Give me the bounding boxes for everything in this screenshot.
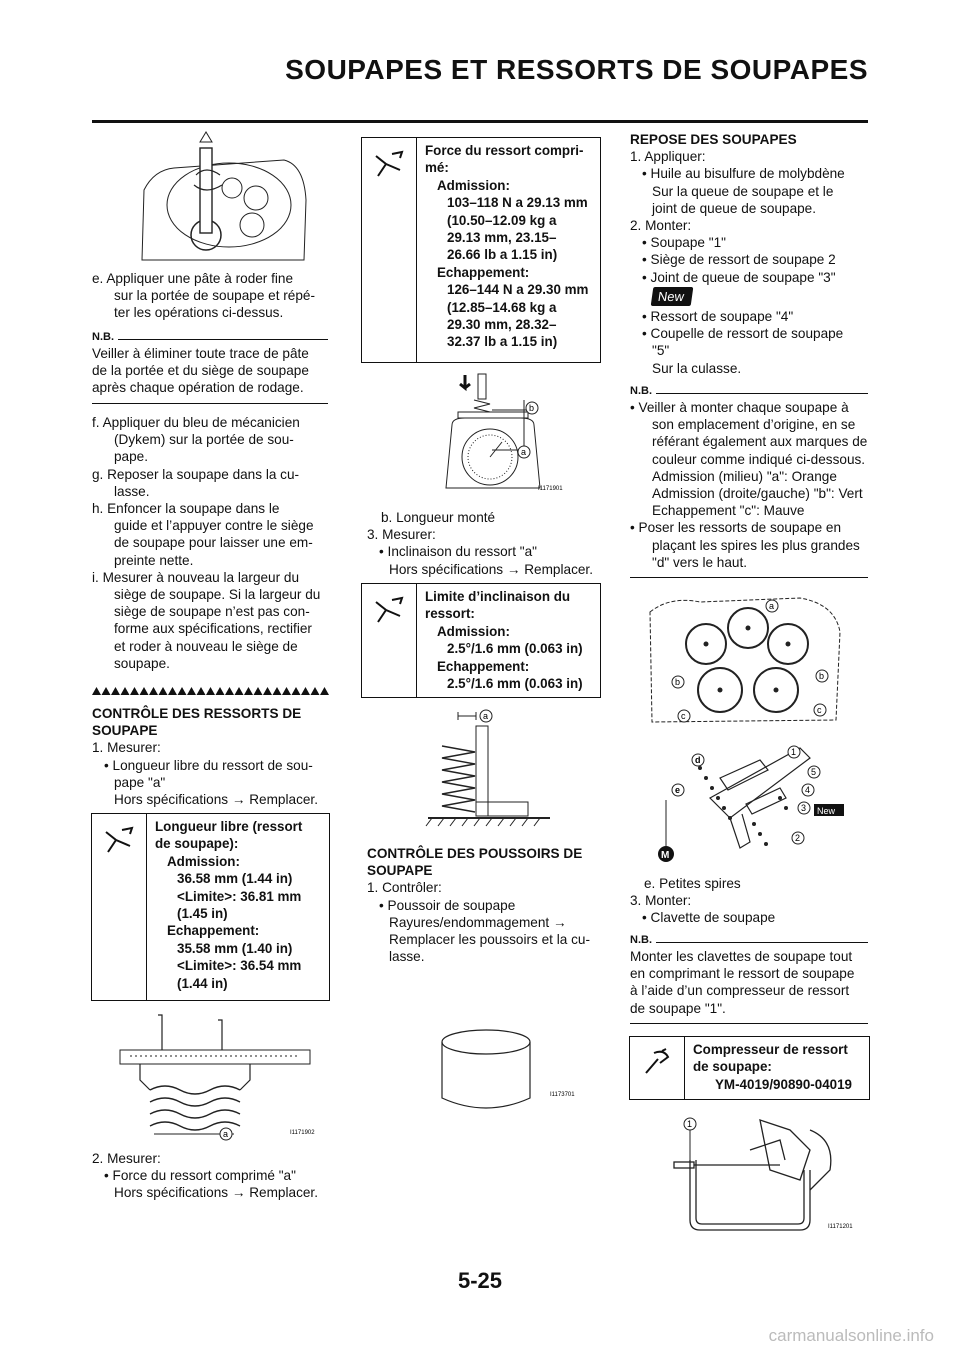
figure-code: I1171901 xyxy=(538,486,563,492)
text-line: 1. Appliquer: xyxy=(630,149,706,165)
text-line: • Soupape "1" xyxy=(642,235,726,251)
page-title: SOUPAPES ET RESSORTS DE SOUPAPES xyxy=(285,54,868,85)
text-line: son emplacement d’origine, en se xyxy=(652,417,856,433)
section-title: SOUPAPE xyxy=(92,723,158,739)
text-line: après chaque opération de rodage. xyxy=(92,380,304,396)
spec-line: Force du ressort compri- xyxy=(425,143,584,158)
text-line: f. Appliquer du bleu de mécanicien xyxy=(92,415,300,430)
figure-valve-assembly-exploded xyxy=(650,738,850,873)
text-line: Rayures/endommagement → xyxy=(389,914,567,930)
figure-valve-spring-compressor xyxy=(660,1110,860,1240)
spec-line: 29.30 mm, 28.32– xyxy=(447,317,557,333)
spec-line: Limite d’inclinaison du xyxy=(425,589,571,604)
text-line: 2. Mesurer: xyxy=(92,1151,161,1166)
section-title: REPOSE DES SOUPAPES xyxy=(630,132,797,147)
section-title: CONTRÔLE DES RESSORTS DE xyxy=(92,706,302,721)
spec-line: (1.44 in) xyxy=(177,975,228,991)
text-line: de la portée et du siège de soupape xyxy=(92,363,309,379)
page-number: 5-25 xyxy=(457,1268,503,1293)
section-valve-install xyxy=(630,131,845,377)
col2-steps-3 xyxy=(367,509,593,578)
text-line: ter les opérations ci-dessus. xyxy=(114,305,284,321)
callout-d: d xyxy=(695,755,701,765)
spec-line: ressort: xyxy=(425,606,475,622)
spec-line: Echappement: xyxy=(167,923,260,939)
text-line: siège de soupape n’est pas con- xyxy=(114,604,310,620)
text-line: guide et l’appuyer contre le siège xyxy=(114,518,314,534)
text-line: lasse. xyxy=(114,483,150,499)
text-line: Monter les clavettes de soupape tout xyxy=(630,949,853,964)
text-line: sur la portée de soupape et répé- xyxy=(114,288,316,304)
callout-e: e xyxy=(675,785,681,795)
wrench-caliper-icon xyxy=(362,584,417,697)
text-line: (Dykem) sur la portée de sou- xyxy=(114,432,294,448)
callout-a: a xyxy=(223,1129,229,1139)
text-line: Veiller à éliminer toute trace de pâte xyxy=(92,346,309,361)
text-line: preinte nette. xyxy=(114,552,194,568)
spec-line: 126–144 N a 29.30 mm xyxy=(447,282,589,298)
text-line: "d" vers le haut. xyxy=(652,554,748,570)
section-spring-check xyxy=(92,705,318,808)
spec-box-spring-tilt xyxy=(361,583,601,698)
text-line: g. Reposer la soupape dans la cu- xyxy=(92,466,300,482)
callout-a: a xyxy=(769,601,775,611)
figure-code: I1173701 xyxy=(550,1092,575,1098)
callout-a: a xyxy=(483,711,489,721)
text-line: Admission (milieu) "a": Orange xyxy=(652,468,837,484)
text-line: Admission (droite/gauche) "b": Vert xyxy=(652,486,863,502)
text-line: Hors spécifications → Remplacer. xyxy=(114,792,318,808)
text-line: 1. Contrôler: xyxy=(367,880,442,896)
spec-box-free-length xyxy=(91,813,330,1001)
text-line: • Inclinaison du ressort "a" xyxy=(379,544,537,560)
text-line: à l’aide d’un compresseur de ressort xyxy=(630,983,850,999)
text-line: • Clavette de soupape xyxy=(642,910,776,926)
section-title: CONTRÔLE DES POUSSOIRS DE xyxy=(367,846,583,861)
text-line: • Coupelle de ressort de soupape xyxy=(642,326,844,342)
callout-a: a xyxy=(521,447,527,457)
step-e xyxy=(92,270,315,322)
spec-box-compressed-force xyxy=(361,137,601,363)
spec-line: (12.85–14.68 kg a xyxy=(447,299,557,315)
tool-box-compressor xyxy=(629,1036,870,1100)
header-rule xyxy=(92,120,868,123)
wrench-caliper-icon xyxy=(92,814,147,1000)
text-line: pape "a" xyxy=(114,774,166,790)
spec-line: Compresseur de ressort xyxy=(693,1042,848,1057)
text-line: de soupape pour laisser une em- xyxy=(114,535,313,551)
callout-1: 1 xyxy=(791,747,797,757)
spec-line: 32.37 lb a 1.15 in) xyxy=(447,334,558,350)
text-line: i. Mesurer à nouveau la largeur du xyxy=(92,569,300,585)
spec-line: 29.13 mm, 23.15– xyxy=(447,230,557,246)
text-line: couleur comme indiqué ci-dessous. xyxy=(652,451,866,467)
note-block-3 xyxy=(630,934,868,1024)
text-line: Hors spécifications → Remplacer. xyxy=(389,561,593,577)
callout-b: b xyxy=(819,671,825,681)
text-line: e. Appliquer une pâte à roder fine xyxy=(92,271,294,286)
spec-line: Echappement: xyxy=(437,264,530,280)
figure-code: I1171902 xyxy=(290,1130,315,1136)
text-line: de soupape "1". xyxy=(630,1000,726,1016)
text-line: 3. Monter: xyxy=(630,893,692,909)
watermark: carmanualsonline.info xyxy=(768,1326,934,1345)
text-line: Sur la culasse. xyxy=(652,360,742,376)
nb-label: N.B. xyxy=(630,934,652,946)
spec-line: 26.66 lb a 1.15 in) xyxy=(447,247,558,263)
spec-line: <Limite>: 36.81 mm xyxy=(177,888,302,904)
text-line: forme aux spécifications, rectifier xyxy=(114,621,312,637)
text-line: • Ressort de soupape "4" xyxy=(642,309,794,325)
spec-line: 35.58 mm (1.40 in) xyxy=(177,940,293,956)
spec-line: de soupape): xyxy=(155,836,239,852)
spec-line: de soupape: xyxy=(693,1059,772,1075)
spec-line: 36.58 mm (1.44 in) xyxy=(177,871,293,887)
new-badge-small: New xyxy=(817,806,836,816)
spec-line: <Limite>: 36.54 mm xyxy=(177,958,302,974)
callout-4: 4 xyxy=(805,785,811,795)
spec-line: Admission: xyxy=(437,623,510,639)
text-line: • Poser les ressorts de soupape en xyxy=(630,520,842,536)
figure-valve-lifter xyxy=(420,1020,600,1120)
figure-caption: b. Longueur monté xyxy=(381,510,496,525)
figure-spring-force-scale xyxy=(440,370,580,500)
text-line: • Poussoir de soupape xyxy=(379,897,516,913)
callout-c: c xyxy=(681,711,686,721)
text-line: • Siège de ressort de soupape 2 xyxy=(642,252,836,268)
figure-valve-color-positions xyxy=(640,592,850,727)
spec-line: YM-4019/90890-04019 xyxy=(715,1076,852,1092)
text-line: siège de soupape. Si la largeur du xyxy=(114,587,321,603)
spec-line: mé: xyxy=(425,160,449,176)
section-title: SOUPAPE xyxy=(367,863,433,879)
nb-label: N.B. xyxy=(92,331,114,343)
text-line: h. Enfoncer la soupape dans le xyxy=(92,501,280,517)
text-line: plaçant les spires les plus grandes xyxy=(652,537,860,553)
text-line: joint de queue de soupape. xyxy=(652,200,817,216)
spec-line: Longueur libre (ressort xyxy=(155,819,303,834)
figure-valve-lapping xyxy=(134,130,314,265)
figure-free-length-caliper xyxy=(110,1010,330,1145)
spec-line: Admission: xyxy=(437,177,510,193)
text-line: • Veiller à monter chaque soupape à xyxy=(630,400,849,415)
text-line: 3. Mesurer: xyxy=(367,527,436,543)
nb-label: N.B. xyxy=(630,385,652,397)
callout-5: 5 xyxy=(811,767,817,777)
text-line: Hors spécifications → Remplacer. xyxy=(114,1185,318,1201)
text-line: • Joint de queue de soupape "3" xyxy=(642,269,836,285)
spec-line: (1.45 in) xyxy=(177,906,228,922)
text-line: lasse. xyxy=(389,949,425,965)
text-line: Sur la queue de soupape et le xyxy=(652,183,834,199)
figure-spring-tilt-square xyxy=(420,706,560,836)
callout-2: 2 xyxy=(795,833,801,843)
text-line: en comprimant le ressort de soupape xyxy=(630,966,855,982)
figure-caption: e. Petites spires xyxy=(644,876,741,891)
step-2-measure xyxy=(92,1150,318,1202)
spec-line: 2.5°/1.6 mm (0.063 in) xyxy=(447,641,583,657)
special-tool-icon xyxy=(630,1037,685,1099)
spec-line: 2.5°/1.6 mm (0.063 in) xyxy=(447,676,583,692)
step-3-install xyxy=(630,875,775,927)
new-badge: New xyxy=(651,287,694,306)
spec-line: Echappement: xyxy=(437,658,530,674)
text-line: et roder à nouveau le siège de xyxy=(114,638,298,654)
text-line: 1. Mesurer: xyxy=(92,740,161,756)
spec-line: (10.50–12.09 kg a xyxy=(447,212,557,228)
moly-oil-icon: M xyxy=(661,850,670,861)
text-line: • Longueur libre du ressort de sou- xyxy=(104,757,313,773)
text-line: Remplacer les poussoirs et la cu- xyxy=(389,932,590,948)
callout-c: c xyxy=(817,705,822,715)
text-line: soupape. xyxy=(114,655,170,671)
callout-1: 1 xyxy=(687,1119,693,1129)
text-line: "5" xyxy=(652,343,670,359)
callout-b: b xyxy=(675,677,681,687)
section-lifter-check xyxy=(367,845,590,965)
text-line: Echappement "c": Mauve xyxy=(652,503,805,519)
spec-line: Admission: xyxy=(167,853,240,869)
callout-3: 3 xyxy=(801,803,807,813)
text-line: pape. xyxy=(114,449,149,465)
triangle-divider xyxy=(92,686,330,696)
note-block-1 xyxy=(92,331,328,404)
wrench-caliper-icon xyxy=(362,138,417,362)
text-line: référant également aux marques de xyxy=(652,434,868,450)
steps-f-to-i xyxy=(92,414,320,672)
text-line: • Huile au bisulfure de molybdène xyxy=(642,166,845,182)
callout-b: b xyxy=(529,403,535,413)
text-line: • Force du ressort comprimé "a" xyxy=(104,1168,296,1184)
spec-line: 103–118 N a 29.13 mm xyxy=(447,195,588,211)
note-block-2 xyxy=(630,385,868,578)
figure-code: I1171201 xyxy=(828,1224,853,1230)
text-line: 2. Monter: xyxy=(630,218,692,234)
